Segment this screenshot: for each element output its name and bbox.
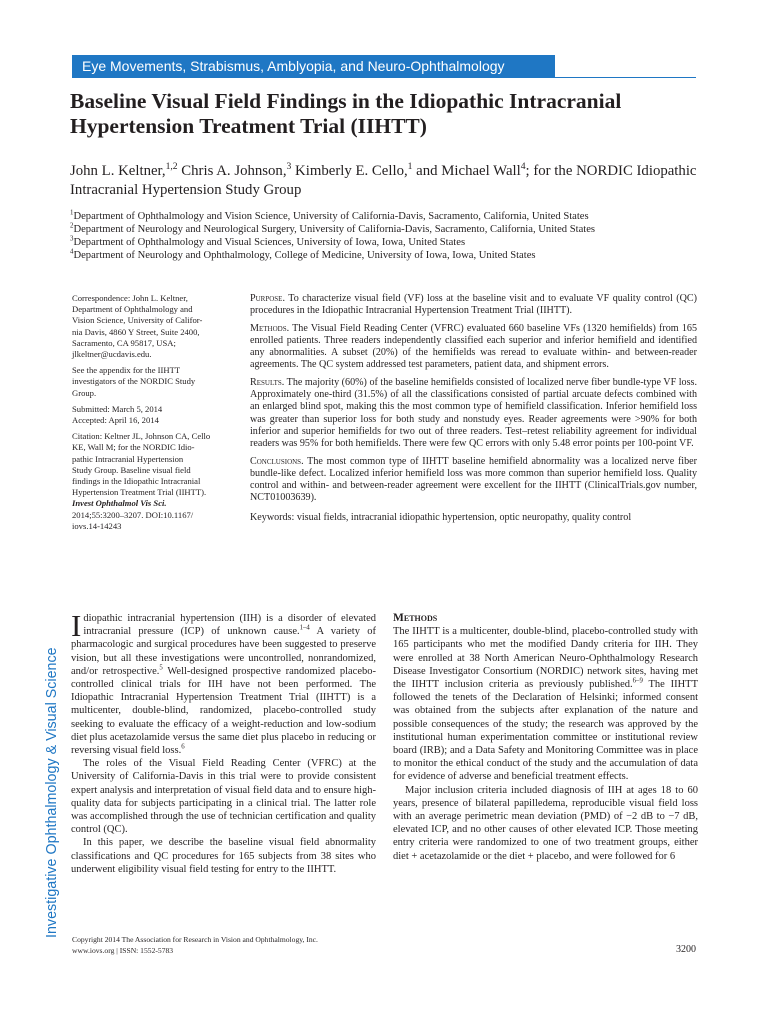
methods-text: The Visual Field Reading Center (VFRC) evaluated 660 baseline VFs (1320 hemifields) from 165 enrolled patients. Three readers independently classified each superior and inferior hemifield and identified any abnormalities. A subset (20%) of the hemifields was reread to evaluate within- and between-reader agreements. The QC system addressed test parameters, patient data, and shipment errors. [250,322,697,371]
journal-side-title: Investigative Ophthalmology & Visual Science [44,647,60,938]
appendix-line: investigators of the NORDIC Study [72,376,196,387]
abstract [250,293,697,529]
citation-ref[interactable]: 1–4 [299,624,310,632]
citation-line: Citation: Keltner JL, Johnson CA, Cello [72,431,211,442]
citation-line: Hypertension Treatment Trial (IIHTT). [72,487,207,498]
citation-journal: Invest Ophthalmol Vis Sci. [72,498,167,509]
methods-paragraph-2: Major inclusion criteria included diagnosis of IIH at ages 18 to 60 years, presence of bilateral papilledema, reproducible visual field loss with an average perimetric mean deviation (PMD) of −2 dB to −7 dB, elevated ICP, and no other causes of other elevated ICP. Those meeting entry criteria were randomized to one of two treatment groups, either diet + acetazolamide or the diet + placebo, and were followed for 6 [393,784,698,862]
copyright: Copyright 2014 The Association for Research in Vision and Ophthalmology, Inc. [72,935,318,944]
author-cello: Kimberly E. Cello, [291,163,408,179]
author-cello-affil: 1 [407,161,413,173]
affiliation-1-mark: 1 [70,209,74,217]
citation-line: Study Group. Baseline visual field [72,464,191,475]
citation-line: pathic Intracranial Hypertension [72,453,184,464]
citation-line: 2014;55:3200–3207. DOI:10.1167/ [72,509,194,520]
affiliation-3-text: Department of Ophthalmology and Visual Sciences, University of Iowa, Iowa, United States [73,237,466,248]
results-text: The majority (60%) of the baseline hemifields consisted of localized nerve fiber bundle-type VF loss. Approximately one-third (31.5%) of all the classifications consisted of partial arcuate defects combined with an enlarged blind spot, making this the most common type of hemifield classification. Inferior hemifield loss was greater than superior loss for both study and nonstudy eyes. Reader agreements were >90% for both inferior and superior hemifields for two out of three readers. Test–retest reliability agreement for individual readers was 95% for both hemifields. There were few QC errors with only 5.48 error points per 100-point VF. [250,376,697,450]
affiliation-4 [70,249,700,262]
appendix-note [72,365,240,399]
methods-p1-text-a: The IIHTT is a multicenter, double-blind, placebo-controlled study with 165 participants who met the modified Dandy criteria for IIH. They were enrolled at 38 North American Neuro-Ophthalmology Research Disease Investigator Consortium (NORDIC) network sites, having met the IIHTT inclusion criteria as previously published. [393,626,698,691]
author-wall: and Michael Wall [412,163,521,179]
abstract-methods [250,323,697,372]
correspondence-line: Correspondence: John L. Keltner, [72,293,188,303]
accepted-date: Accepted: April 16, 2014 [72,415,159,426]
page-footer [72,935,702,956]
citation-line: findings in the Idiopathic Intracranial [72,476,201,487]
dates [72,404,240,426]
purpose-text: To characterize visual field (VF) loss at the baseline visit and to evaluate VF quality control (QC) procedures in the Idiopathic Intracranial Hypertension Treatment Trial (IIHTT). [250,293,697,317]
affiliation-4-mark: 4 [70,248,74,256]
purpose-label: Purpose. [250,293,285,304]
appendix-line: Group. [72,387,97,398]
correspondence [72,293,240,360]
affiliation-1 [70,210,700,223]
affiliation-2 [70,223,700,236]
methods-p1-text-b: The IIHTT followed the tenets of the Declaration of Helsinki; informed consent was obtained from the subjects after explanation of the nature and possible consequences of the study; the research was approved by the institutional human experimentation committee or institutional review board (IRB); and a Data Safety and Monitoring Committee was in place to monitor the ethical conduct of the study and the accumulation of data for evidence of adverse and beneficial treatment effects. [393,679,698,783]
author-list [70,162,700,200]
methods-heading: Methods [393,612,438,624]
results-label: Results. [250,376,285,388]
affiliation-3 [70,236,700,249]
body-column-left [71,608,377,876]
correspondence-line: nia Davis, 4860 Y Street, Suite 2400, [72,326,200,337]
correspondence-line: Department of Ophthalmology and [72,304,193,315]
article-title: Baseline Visual Field Findings in the Idiopathic Intracranial Hypertension Treatment Trial (IIHTT) [70,89,622,138]
affiliations [70,210,700,262]
methods-paragraph-1 [393,625,698,783]
drop-cap: I [71,608,82,643]
page-number: 3200 [676,944,696,955]
conclusions-text: The most common type of IIHTT baseline hemifield abnormality was a localized nerve fiber bundle-like defect. Localized inferior hemifield loss was more common than superior hemifield loss. Quality control and within- and between-reader agreement were excellent for the IIHTT (ClinicalTrials.gov number, NCT01003639). [250,455,697,504]
correspondence-email[interactable]: jlkeltner@ucdavis.edu. [72,349,152,360]
abstract-results [250,377,697,451]
affiliation-2-text: Department of Neurology and Neurological Surgery, University of California-Davis, Sacramento, California, United States [73,224,596,235]
citation [72,431,240,532]
intro-paragraph-2: The roles of the Visual Field Reading Center (VFRC) at the University of California-Davis in this trial were to provide consistent expert analysis and interpretation of visual field data and to ensure high-quality data for subjects participating in a clinical trial. The latter role was accomplished through the use of technician certification and quality control (QC). [71,758,376,836]
citation-line: KE, Wall M; for the NORDIC Idio- [72,442,195,453]
issn: www.iovs.org | ISSN: 1552-5783 [72,945,174,955]
affiliation-1-text: Department of Ophthalmology and Vision Science, University of California-Davis, Sacramento, California, United States [73,211,589,222]
study-group: ; for the NORDIC Idiopathic Intracranial Hypertension Study Group [70,163,697,198]
methods-label: Methods. [250,322,290,334]
affiliation-2-mark: 2 [70,222,74,230]
affiliation-3-mark: 3 [70,235,74,243]
abstract-conclusions [250,456,697,505]
article-sidebar [72,293,240,537]
citation-doi[interactable]: iovs.14-14243 [72,520,122,531]
affiliation-4-text: Department of Neurology and Ophthalmology, College of Medicine, University of Iowa, Iowa, United States [73,250,536,261]
citation-ref[interactable]: 5 [159,664,163,672]
intro-p1-text-c: Well-designed prospective randomized placebo-controlled clinical trials for IIH have not been performed. The Idiopathic Intracranial Hypertension Treatment Trial (IIHTT) is a multicenter, double-blind, randomized, placebo-controlled study seeking to evaluate the efficacy of a weight-reduction and low-sodium diet plus acetazolamide versus the same diet plus placebo in reducing or reversing visual field loss. [71,665,377,757]
banner-rule [555,77,696,78]
correspondence-line: Sacramento, CA 95817, USA; [72,337,176,348]
intro-p1-text-a: diopathic intracranial hypertension (IIH) is a disorder of elevated intracranial pressure (ICP) of unknown cause. [83,613,376,638]
abstract-purpose [250,293,697,318]
author-johnson-affil: 3 [286,161,292,173]
author-keltner-affil: 1,2 [165,161,178,173]
submitted-date: Submitted: March 5, 2014 [72,403,163,414]
author-wall-affil: 4 [520,161,526,173]
body-column-right [393,612,698,863]
author-keltner: John L. Keltner, [70,163,166,179]
intro-p1-text-b: A variety of pharmacologic and surgical procedures have been suggested to preserve vision, but all these investigations were uncontrolled, nonrandomized, and/or retrospective. [71,626,376,677]
citation-ref[interactable]: 6 [181,743,185,751]
section-banner: Eye Movements, Strabismus, Amblyopia, and Neuro-Ophthalmology [72,55,555,78]
keywords: Keywords: visual fields, intracranial idiopathic hypertension, optic neuropathy, quality control [250,511,632,523]
conclusions-label: Conclusions. [250,455,304,467]
intro-paragraph-1 [71,608,377,757]
appendix-line: See the appendix for the IIHTT [72,365,181,376]
author-johnson: Chris A. Johnson, [177,163,287,179]
citation-ref[interactable]: 6–9 [632,677,643,685]
intro-paragraph-3: In this paper, we describe the baseline visual field abnormality classifications and QC procedures for 165 subjects from 38 sites who underwent eligibility visual field testing for entry to the IIHTT. [71,837,376,875]
correspondence-line: Vision Science, University of Califor- [72,315,203,326]
